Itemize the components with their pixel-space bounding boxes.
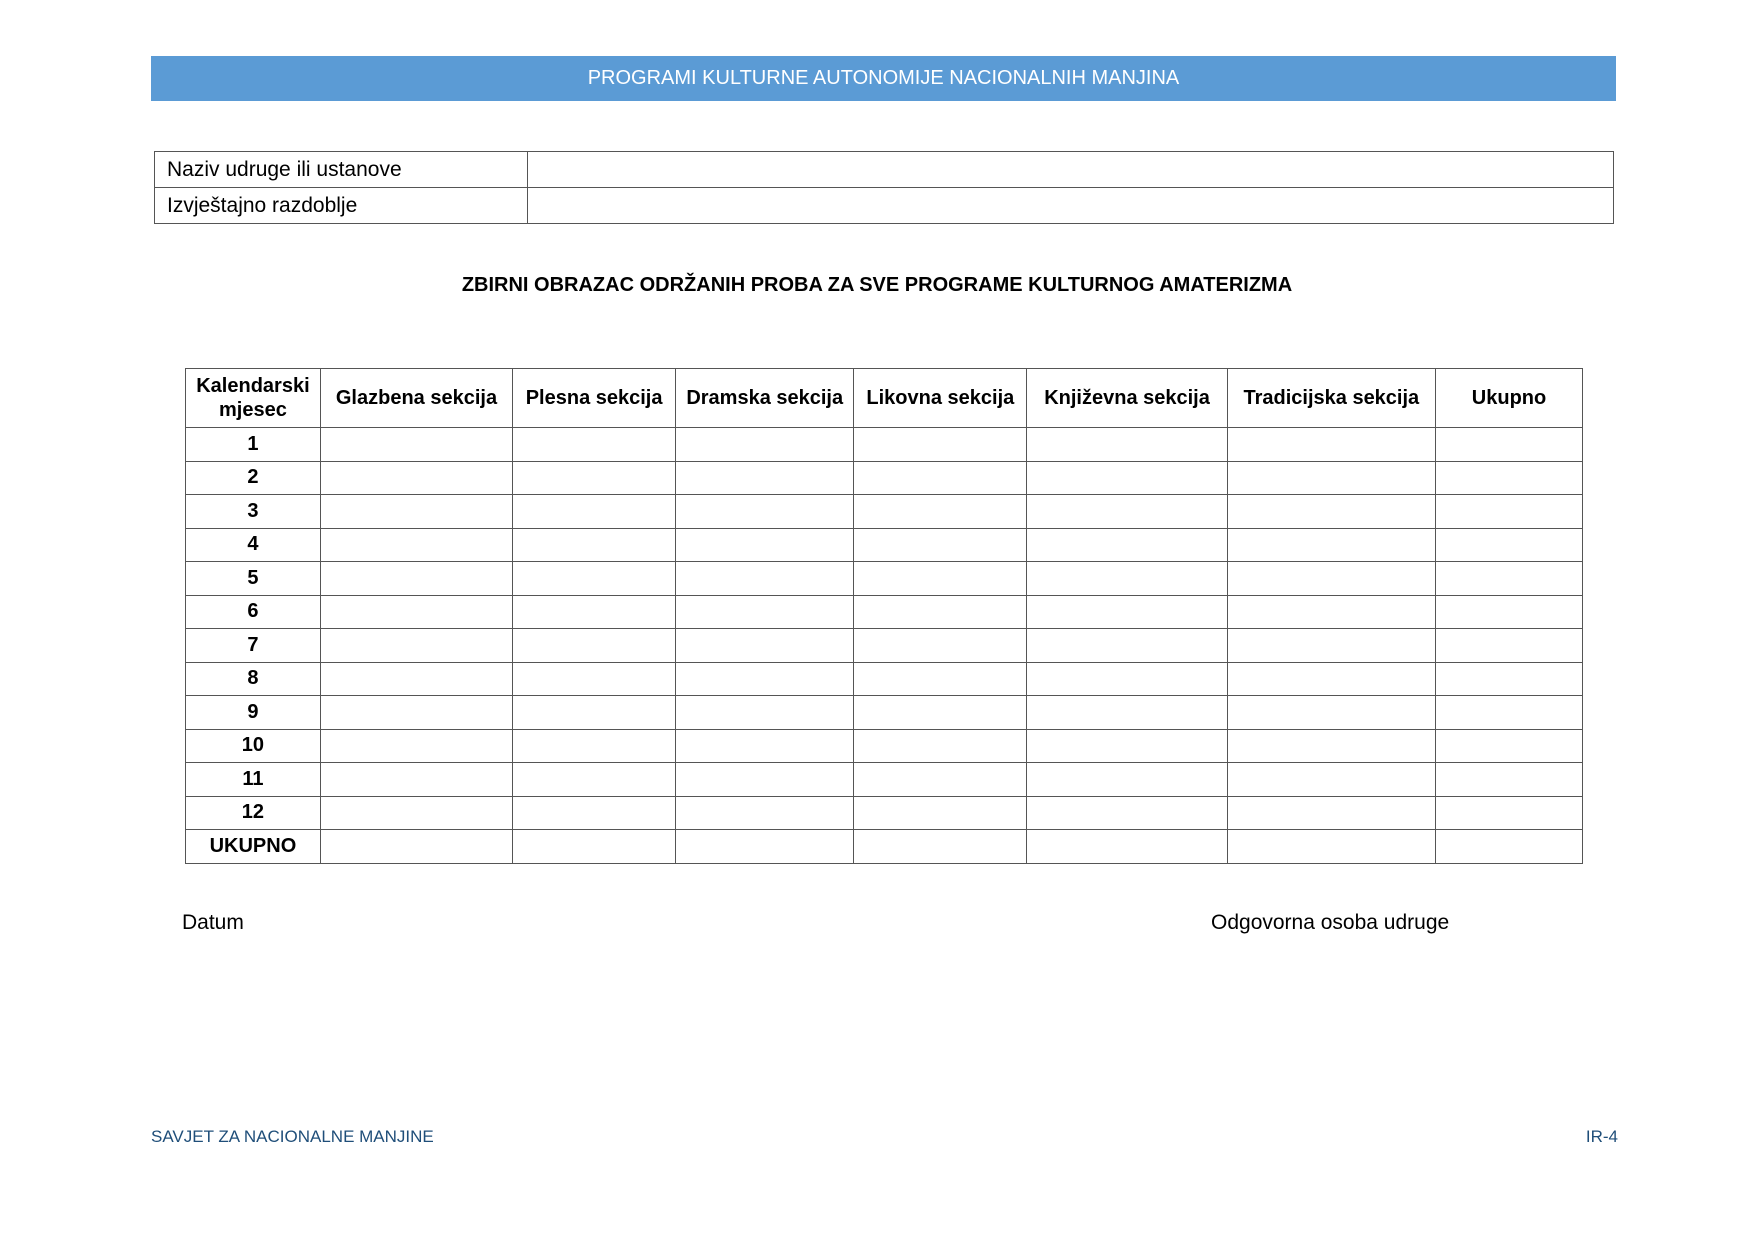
month-cell: 8: [186, 662, 321, 696]
entry-cell[interactable]: [1227, 495, 1435, 529]
entry-cell[interactable]: [1227, 428, 1435, 462]
month-cell: 7: [186, 629, 321, 663]
table-row: [186, 461, 1583, 495]
entry-cell[interactable]: [320, 595, 512, 629]
entry-cell[interactable]: [513, 461, 676, 495]
column-header: Kalendarski mjesec: [186, 369, 321, 428]
organization-name-label: Naziv udruge ili ustanove: [155, 152, 528, 188]
entry-cell[interactable]: [1436, 528, 1583, 562]
footer-organization: SAVJET ZA NACIONALNE MANJINE: [151, 1127, 434, 1146]
entry-cell[interactable]: [513, 495, 676, 529]
table-row: [186, 796, 1583, 830]
table-row: [186, 662, 1583, 696]
entry-cell[interactable]: [1027, 796, 1227, 830]
entry-cell[interactable]: [676, 629, 854, 663]
entry-cell[interactable]: [854, 696, 1027, 730]
entry-cell[interactable]: [676, 662, 854, 696]
entry-cell[interactable]: [513, 696, 676, 730]
entry-cell[interactable]: [513, 629, 676, 663]
column-header: Glazbena sekcija: [320, 369, 512, 428]
entry-cell[interactable]: [854, 562, 1027, 596]
entry-cell[interactable]: [320, 696, 512, 730]
entry-cell[interactable]: [513, 662, 676, 696]
entry-cell[interactable]: [1227, 528, 1435, 562]
entry-cell[interactable]: [320, 562, 512, 596]
organization-name-field[interactable]: [528, 152, 1614, 188]
entry-cell[interactable]: [676, 461, 854, 495]
entry-cell[interactable]: [1436, 595, 1583, 629]
entry-cell[interactable]: [1227, 662, 1435, 696]
entry-cell[interactable]: [320, 729, 512, 763]
entry-cell[interactable]: [854, 763, 1027, 797]
entry-cell[interactable]: [1436, 428, 1583, 462]
entry-cell[interactable]: [1027, 729, 1227, 763]
column-header: Ukupno: [1436, 369, 1583, 428]
reporting-period-field[interactable]: [528, 188, 1614, 224]
entry-cell[interactable]: [1227, 696, 1435, 730]
entry-cell[interactable]: [676, 796, 854, 830]
footer-form-code: IR-4: [1585, 1127, 1618, 1146]
month-cell: UKUPNO: [186, 830, 321, 864]
column-header: Tradicijska sekcija: [1227, 369, 1435, 428]
entry-cell[interactable]: [1027, 428, 1227, 462]
table-row: [186, 830, 1583, 864]
entry-cell[interactable]: [1027, 461, 1227, 495]
column-header: Književna sekcija: [1027, 369, 1227, 428]
entry-cell[interactable]: [513, 528, 676, 562]
entry-cell[interactable]: [513, 428, 676, 462]
entry-cell[interactable]: [513, 729, 676, 763]
table-row: [186, 495, 1583, 529]
entry-cell[interactable]: [676, 763, 854, 797]
entry-cell[interactable]: [320, 528, 512, 562]
entry-cell[interactable]: [1027, 595, 1227, 629]
entry-cell[interactable]: [1027, 562, 1227, 596]
entry-cell[interactable]: [320, 461, 512, 495]
entry-cell[interactable]: [676, 696, 854, 730]
rehearsals-table: [185, 368, 1583, 864]
entry-cell[interactable]: [1436, 696, 1583, 730]
form-title: ZBIRNI OBRAZAC ODRŽANIH PROBA ZA SVE PROGRAME KULTURNOG AMATERIZMA: [461, 274, 1293, 296]
entry-cell[interactable]: [676, 495, 854, 529]
info-row-period: [155, 188, 1614, 224]
entry-cell[interactable]: [320, 796, 512, 830]
entry-cell[interactable]: [513, 763, 676, 797]
entry-cell[interactable]: [1436, 562, 1583, 596]
month-cell: 6: [186, 595, 321, 629]
table-row: [186, 595, 1583, 629]
table-row: [186, 428, 1583, 462]
header-banner: [151, 56, 1616, 101]
table-row: [186, 763, 1583, 797]
entry-cell[interactable]: [1227, 729, 1435, 763]
entry-cell[interactable]: [1436, 729, 1583, 763]
entry-cell[interactable]: [676, 729, 854, 763]
entry-cell[interactable]: [320, 495, 512, 529]
month-cell: 3: [186, 495, 321, 529]
entry-cell[interactable]: [854, 796, 1027, 830]
entry-cell[interactable]: [1227, 830, 1435, 864]
entry-cell[interactable]: [854, 461, 1027, 495]
entry-cell[interactable]: [676, 595, 854, 629]
month-cell: 1: [186, 428, 321, 462]
entry-cell[interactable]: [854, 595, 1027, 629]
entry-cell[interactable]: [1227, 629, 1435, 663]
entry-cell[interactable]: [1027, 495, 1227, 529]
month-cell: 5: [186, 562, 321, 596]
entry-cell[interactable]: [854, 830, 1027, 864]
entry-cell[interactable]: [1027, 629, 1227, 663]
table-row: [186, 696, 1583, 730]
entry-cell[interactable]: [1227, 595, 1435, 629]
entry-cell[interactable]: [854, 495, 1027, 529]
date-label: Datum: [182, 911, 244, 934]
entry-cell[interactable]: [1436, 662, 1583, 696]
column-header: Dramska sekcija: [676, 369, 854, 428]
entry-cell[interactable]: [676, 528, 854, 562]
entry-cell[interactable]: [1027, 830, 1227, 864]
entry-cell[interactable]: [1436, 796, 1583, 830]
table-row: [186, 629, 1583, 663]
entry-cell[interactable]: [854, 528, 1027, 562]
info-row-organization: [155, 152, 1614, 188]
month-cell: 11: [186, 763, 321, 797]
entry-cell[interactable]: [1027, 763, 1227, 797]
entry-cell[interactable]: [1436, 830, 1583, 864]
entry-cell[interactable]: [1027, 528, 1227, 562]
month-cell: 10: [186, 729, 321, 763]
entry-cell[interactable]: [854, 629, 1027, 663]
table-row: [186, 729, 1583, 763]
entry-cell[interactable]: [854, 428, 1027, 462]
table-row: [186, 562, 1583, 596]
entry-cell[interactable]: [1227, 796, 1435, 830]
month-cell: 2: [186, 461, 321, 495]
entry-cell[interactable]: [1436, 495, 1583, 529]
table-header-row: [186, 369, 1583, 428]
column-header: Plesna sekcija: [513, 369, 676, 428]
entry-cell[interactable]: [1436, 461, 1583, 495]
month-cell: 12: [186, 796, 321, 830]
table-row: [186, 528, 1583, 562]
entry-cell[interactable]: [320, 629, 512, 663]
entry-cell[interactable]: [1436, 763, 1583, 797]
entry-cell[interactable]: [513, 830, 676, 864]
entry-cell[interactable]: [513, 595, 676, 629]
entry-cell[interactable]: [854, 729, 1027, 763]
table-body: [186, 428, 1583, 864]
responsible-person-label: Odgovorna osoba udruge: [1211, 911, 1450, 934]
entry-cell[interactable]: [676, 428, 854, 462]
entry-cell[interactable]: [676, 830, 854, 864]
entry-cell[interactable]: [1027, 696, 1227, 730]
entry-cell[interactable]: [513, 562, 676, 596]
header-title: PROGRAMI KULTURNE AUTONOMIJE NACIONALNIH MANJINA: [587, 67, 1180, 89]
entry-cell[interactable]: [1436, 629, 1583, 663]
entry-cell[interactable]: [1227, 763, 1435, 797]
entry-cell[interactable]: [513, 796, 676, 830]
month-cell: 4: [186, 528, 321, 562]
entry-cell[interactable]: [1027, 662, 1227, 696]
column-header: Likovna sekcija: [854, 369, 1027, 428]
entry-cell[interactable]: [320, 830, 512, 864]
entry-cell[interactable]: [1227, 562, 1435, 596]
entry-cell[interactable]: [320, 662, 512, 696]
reporting-period-label: Izvještajno razdoblje: [155, 188, 528, 224]
entry-cell[interactable]: [320, 428, 512, 462]
month-cell: 9: [186, 696, 321, 730]
info-table: [154, 151, 1614, 224]
entry-cell[interactable]: [854, 662, 1027, 696]
entry-cell[interactable]: [1227, 461, 1435, 495]
entry-cell[interactable]: [320, 763, 512, 797]
entry-cell[interactable]: [676, 562, 854, 596]
